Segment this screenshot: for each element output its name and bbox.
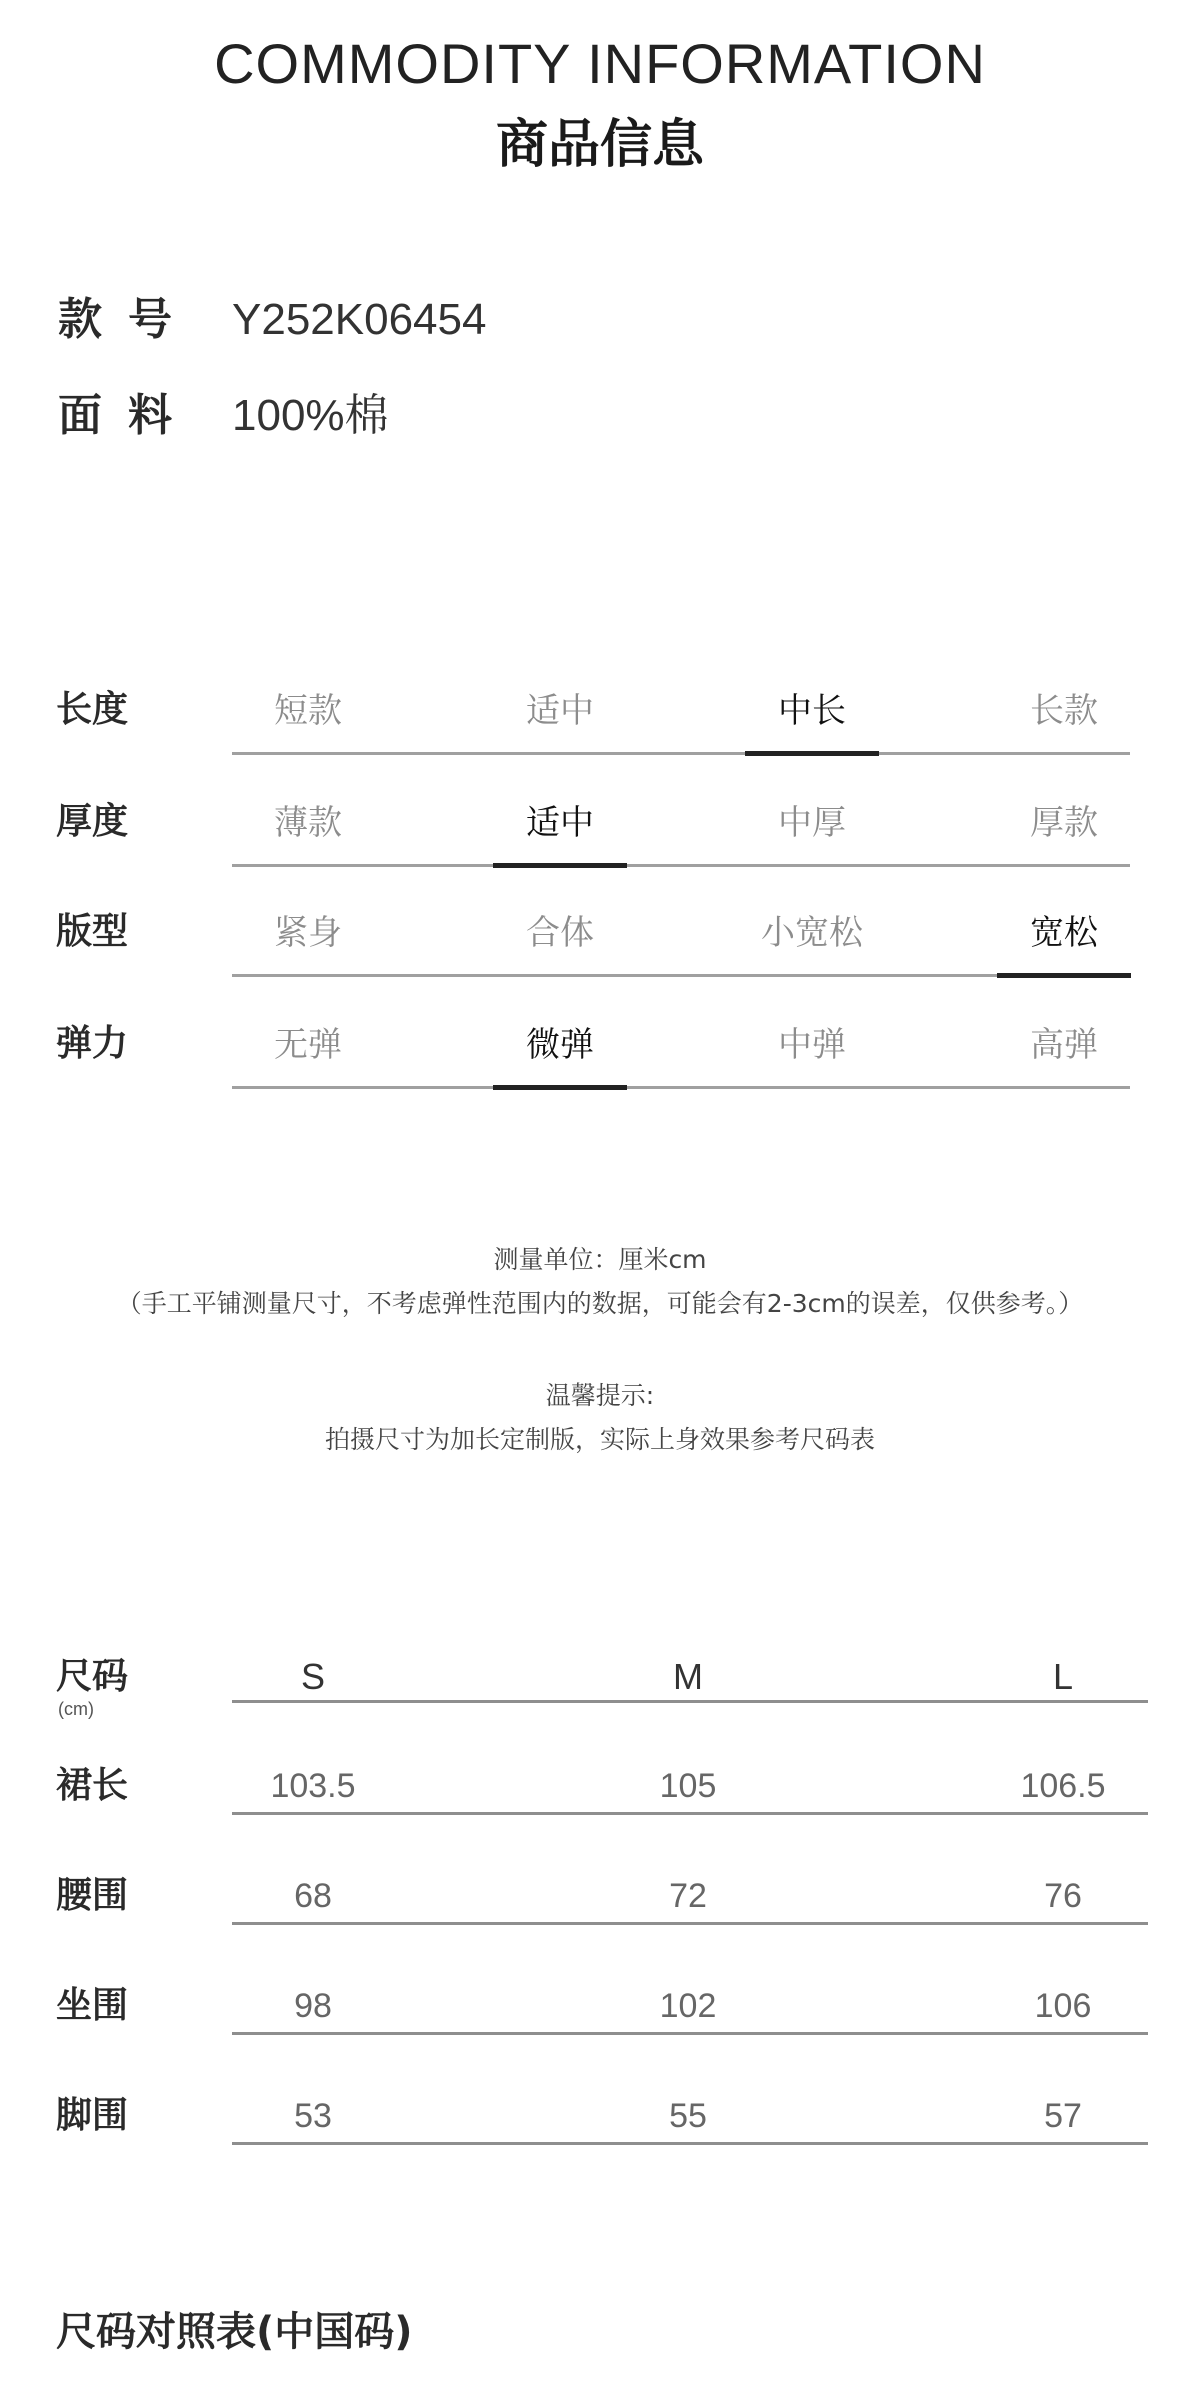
measurement-cell: 72 bbox=[669, 1877, 707, 1915]
attribute-option: 厚款 bbox=[1030, 803, 1098, 843]
size-chart-title: 尺码对照表(中国码) bbox=[56, 2309, 413, 2355]
measurement-cell: 55 bbox=[669, 2097, 707, 2135]
table-divider bbox=[232, 1922, 1148, 1925]
attribute-option: 紧身 bbox=[274, 913, 342, 953]
attribute-option: 适中 bbox=[526, 691, 594, 731]
style-number-value: Y252K06454 bbox=[232, 295, 487, 344]
size-header-label: 尺码 bbox=[56, 1656, 129, 1697]
measurement-disclaimer: （手工平铺测量尺寸，不考虑弹性范围内的数据，可能会有2-3cm的误差，仅供参考。） bbox=[116, 1289, 1084, 1318]
attribute-option: 薄款 bbox=[274, 803, 342, 843]
attribute-option: 无弹 bbox=[274, 1025, 342, 1065]
measurement-cell: 53 bbox=[294, 2097, 332, 2135]
table-divider bbox=[232, 1700, 1148, 1703]
measurement-row-label: 坐围 bbox=[56, 1985, 129, 2026]
attribute-label: 厚度 bbox=[56, 801, 129, 842]
measurement-cell: 106.5 bbox=[1020, 1767, 1106, 1805]
attribute-option: 小宽松 bbox=[761, 913, 863, 953]
attribute-label: 弹力 bbox=[56, 1023, 129, 1064]
size-header-unit: (cm) bbox=[58, 1699, 94, 1719]
attribute-row bbox=[0, 792, 1200, 872]
attribute-scale bbox=[232, 792, 1130, 872]
measurement-row-label: 裙长 bbox=[56, 1765, 129, 1806]
fabric-label: 面料 bbox=[58, 390, 198, 441]
scale-selected-marker bbox=[997, 973, 1131, 978]
tip-text: 拍摄尺寸为加长定制版，实际上身效果参考尺码表 bbox=[324, 1425, 875, 1454]
attribute-scale bbox=[232, 680, 1130, 760]
attribute-option-selected: 适中 bbox=[526, 803, 594, 843]
attribute-option-selected: 中长 bbox=[778, 691, 846, 731]
title-chinese: 商品信息 bbox=[495, 115, 704, 175]
size-column-header: S bbox=[300, 1656, 325, 1697]
measurement-unit-note: 测量单位：厘米cm bbox=[493, 1245, 707, 1274]
measurement-cell: 103.5 bbox=[270, 1767, 356, 1805]
size-column-header: L bbox=[1052, 1656, 1074, 1697]
measurement-cell: 68 bbox=[294, 1877, 332, 1915]
attribute-option: 长款 bbox=[1030, 691, 1098, 731]
attribute-row bbox=[0, 902, 1200, 982]
attribute-option: 短款 bbox=[274, 691, 342, 731]
scale-selected-marker bbox=[493, 1085, 627, 1090]
attribute-option: 高弹 bbox=[1030, 1025, 1098, 1065]
measurement-cell: 98 bbox=[294, 1987, 332, 2025]
attribute-option: 合体 bbox=[526, 913, 594, 953]
scale-selected-marker bbox=[493, 863, 627, 868]
measurement-cell: 106 bbox=[1034, 1987, 1092, 2025]
measurement-cell: 57 bbox=[1044, 2097, 1082, 2135]
measurement-row-label: 腰围 bbox=[56, 1875, 129, 1916]
scale-baseline bbox=[232, 752, 1130, 755]
measurement-cell: 102 bbox=[659, 1987, 717, 2025]
attribute-label: 长度 bbox=[56, 689, 129, 730]
measurement-row-label: 脚围 bbox=[56, 2095, 129, 2136]
attribute-option-selected: 宽松 bbox=[1030, 913, 1098, 953]
scale-baseline bbox=[232, 1086, 1130, 1089]
attribute-scale bbox=[232, 1014, 1130, 1094]
style-number-label: 款号 bbox=[58, 294, 198, 345]
table-divider bbox=[232, 1812, 1148, 1815]
attribute-label: 版型 bbox=[56, 911, 129, 952]
table-divider bbox=[232, 2142, 1148, 2145]
title-english: COMMODITY INFORMATION bbox=[214, 32, 986, 95]
attribute-scale bbox=[232, 902, 1130, 982]
scale-baseline bbox=[232, 864, 1130, 867]
measurement-cell: 76 bbox=[1044, 1877, 1082, 1915]
fabric-value: 100%棉 bbox=[232, 391, 389, 440]
attribute-option: 中厚 bbox=[778, 803, 846, 843]
scale-baseline bbox=[232, 974, 1130, 977]
attribute-row bbox=[0, 680, 1200, 760]
size-column-header: M bbox=[673, 1656, 703, 1697]
attribute-option: 中弹 bbox=[778, 1025, 846, 1065]
measurement-cell: 105 bbox=[659, 1767, 717, 1805]
attribute-option-selected: 微弹 bbox=[526, 1025, 594, 1065]
tip-title: 温馨提示: bbox=[545, 1381, 655, 1410]
table-divider bbox=[232, 2032, 1148, 2035]
attribute-row bbox=[0, 1014, 1200, 1094]
scale-selected-marker bbox=[745, 751, 879, 756]
